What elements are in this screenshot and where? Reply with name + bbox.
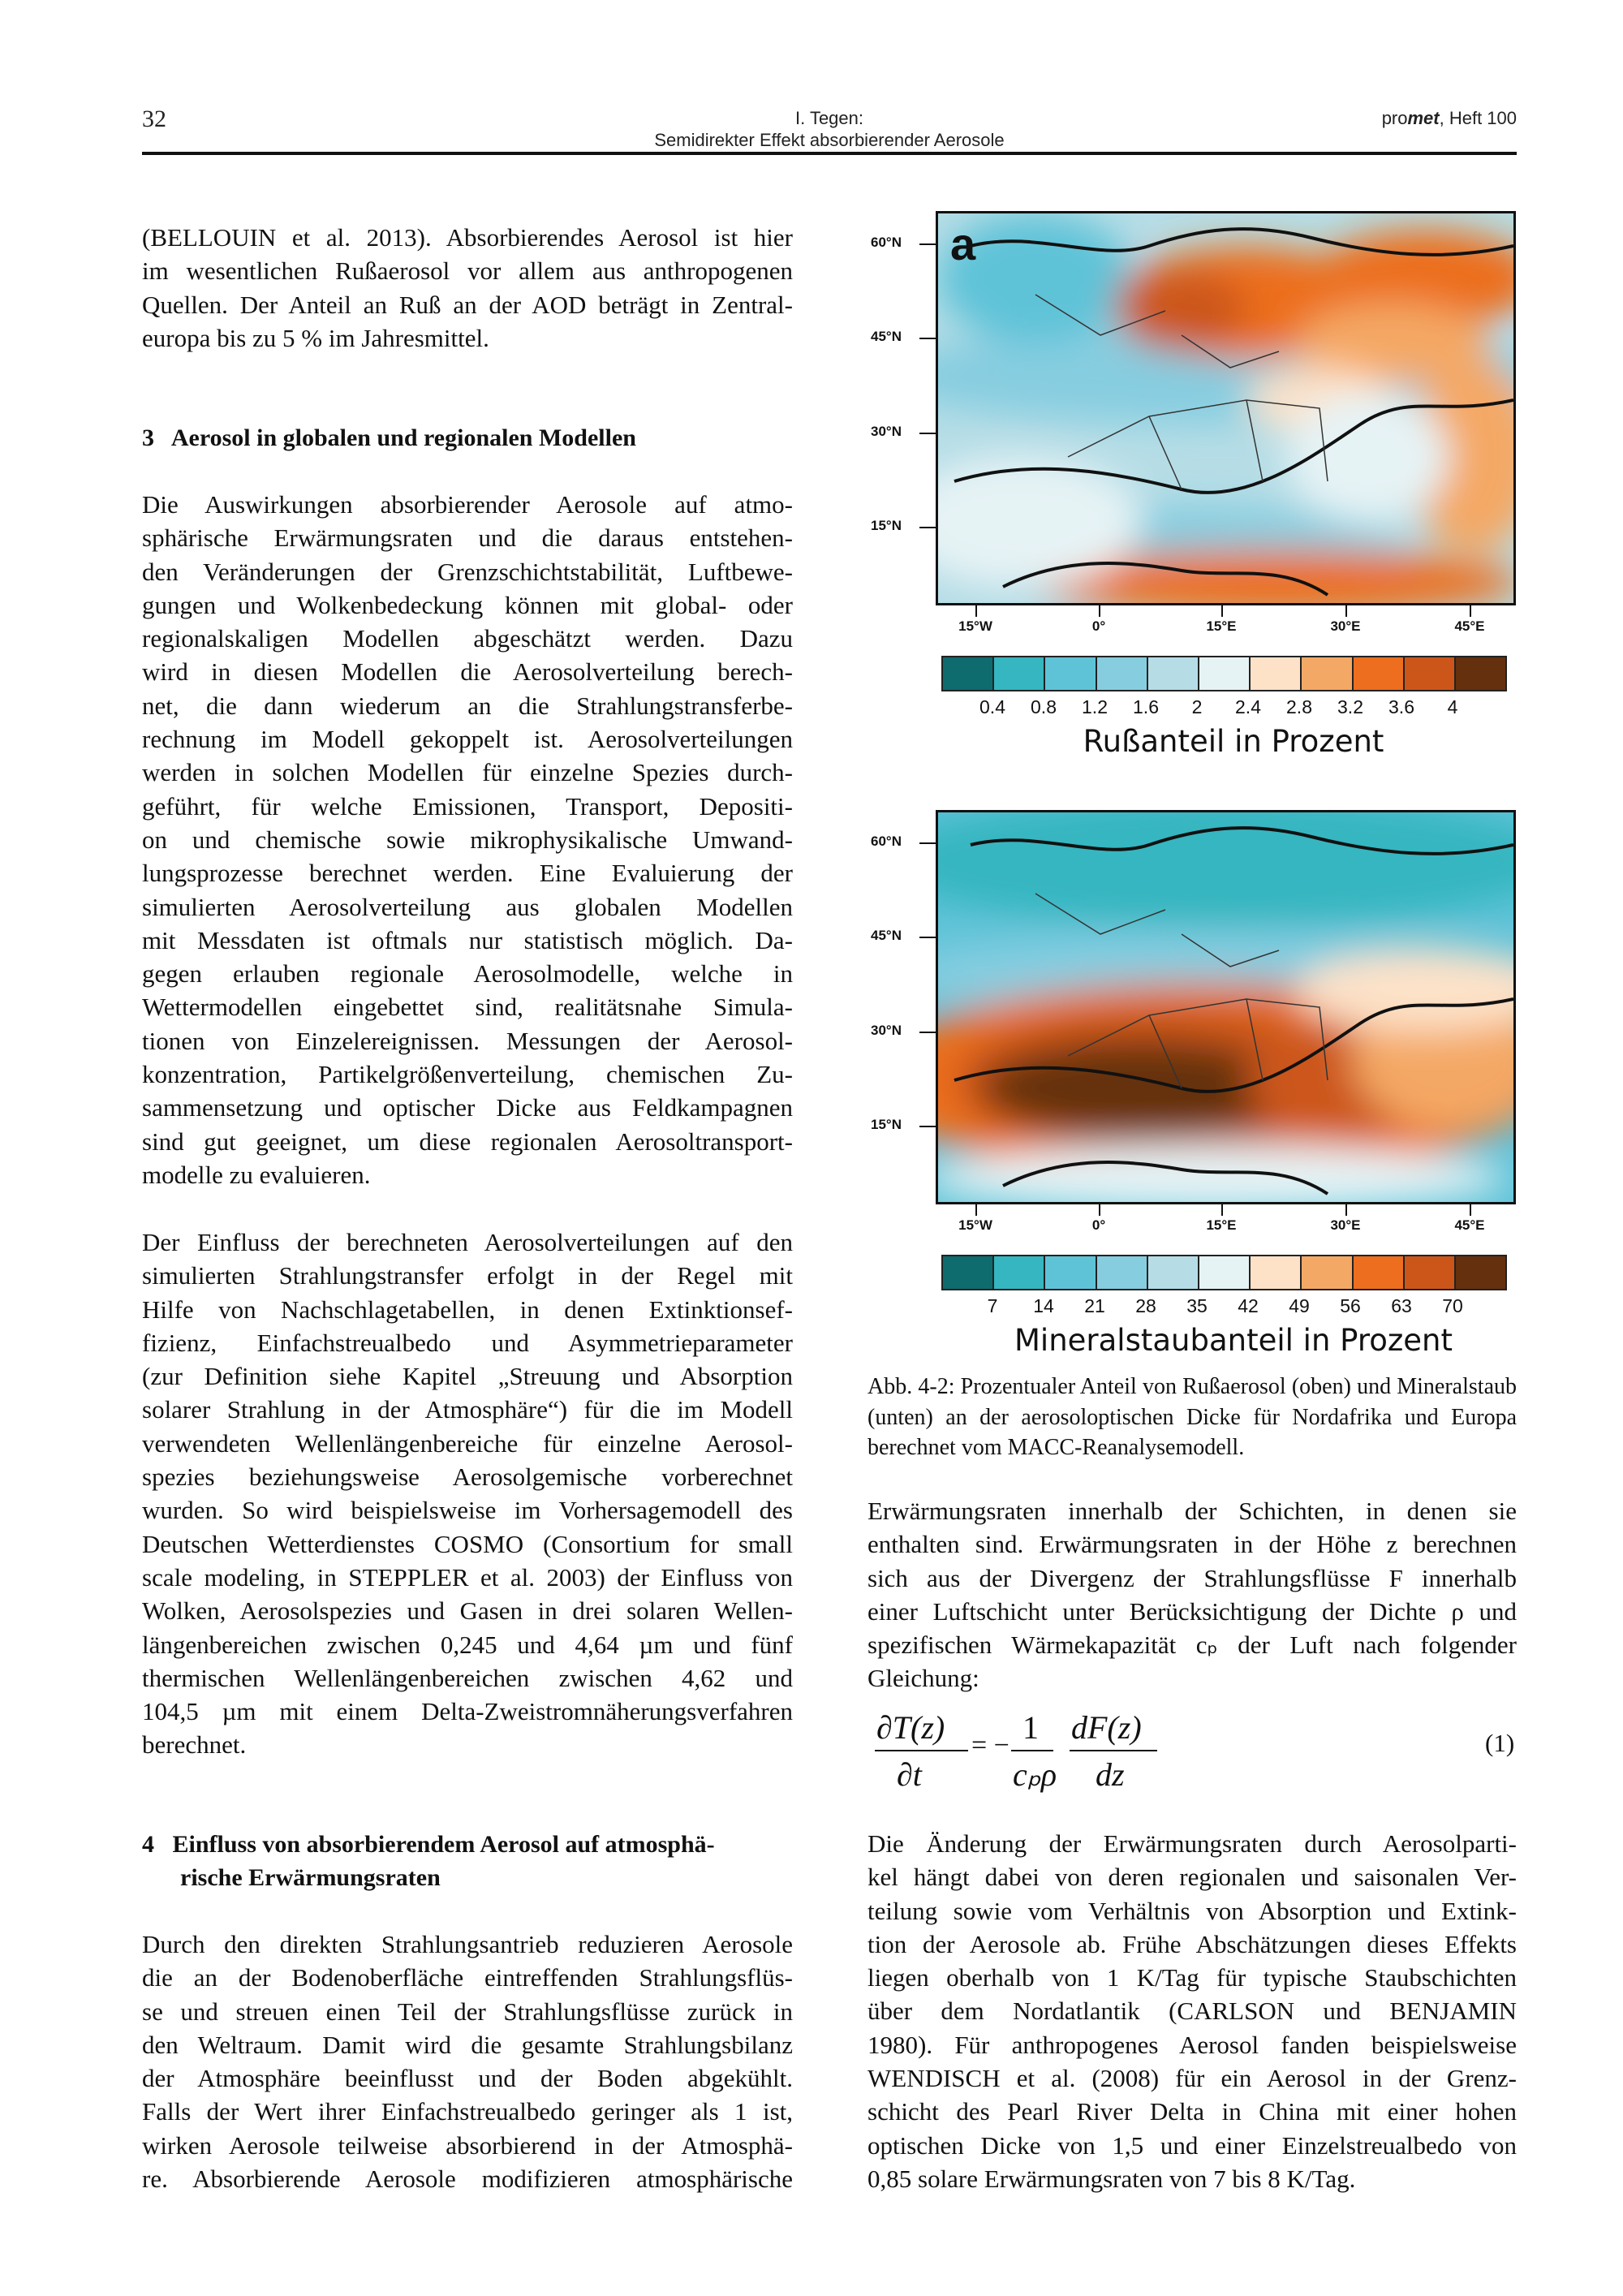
text-line: spezies beziehungsweise Aerosolgemische vorberechnet (142, 1462, 793, 1492)
text-line: tion der Aerosole ab. Frühe Abschätzungen dieses Effekts (867, 1929, 1517, 1958)
section-3-heading: 3 Aerosol in globalen und regionalen Modellen (142, 424, 636, 451)
lat-tick (919, 842, 936, 844)
colorbar-swatch (1148, 657, 1199, 690)
lon-label: 30°E (1330, 618, 1361, 634)
journal-post: , Heft 100 (1439, 108, 1517, 128)
text-line: regionalskaligen Modellen abgeschätzt werden. Dazu (142, 624, 793, 653)
text-line: Deutschen Wetterdienstes COSMO (Consortium for small (142, 1529, 793, 1558)
page-number: 32 (142, 106, 166, 132)
text-line: wird in diesen Modellen die Aerosolverteilung berech- (142, 657, 793, 687)
colorbar-swatch (1405, 657, 1456, 690)
eq-f1-den: cₚρ (1013, 1756, 1057, 1793)
text-line: sammensetzung und optischer Dicke aus Feldkampagnen (142, 1093, 793, 1122)
colorbar-tick-label: 7 (987, 1295, 998, 1316)
text-line: 104,5 µm mit einem Delta-Zweistromnäherungsverfahren (142, 1697, 793, 1726)
text-line: net, die dann wiederum an die Strahlungstransferbe- (142, 691, 793, 720)
colorbar-swatch (1354, 657, 1405, 690)
text-line: Erwärmungsraten innerhalb der Schichten, in denen sie (867, 1497, 1517, 1525)
text-line: Wolken, Aerosolspezies und Gasen in drei solaren Wellen- (142, 1596, 793, 1626)
lat-tick (919, 527, 936, 528)
colorbar-swatch (1097, 1256, 1148, 1289)
colorbar-swatch (994, 657, 1045, 690)
lat-tick (919, 1032, 936, 1033)
colorbar-swatch (1148, 1256, 1199, 1289)
lat-label: 60°N (871, 235, 902, 250)
lat-label: 30°N (871, 424, 902, 439)
lon-tick (1345, 1203, 1347, 1216)
colorbar-swatch (1302, 1256, 1353, 1289)
lat-tick (919, 243, 936, 245)
dust-colorbar-title: Mineralstaubanteil in Prozent (1014, 1323, 1453, 1358)
colorbar-tick-label: 2.4 (1235, 696, 1261, 717)
lon-tick (1470, 604, 1471, 617)
text-line: tionen von Einzelereignissen. Messungen der Aerosol- (142, 1026, 793, 1055)
colorbar-tick-label: 28 (1135, 1295, 1156, 1316)
colorbar-tick-label: 2.8 (1286, 696, 1312, 717)
text-line: liegen oberhalb von 1 K/Tag für typische Staubschichten (867, 1963, 1517, 1992)
text-line: simulierten Aerosolverteilung aus globalen Modellen (142, 892, 793, 921)
text-line: Hilfe von Nachschlagetabellen, in denen Extinktionsef- (142, 1294, 793, 1324)
text-line: re. Absorbierende Aerosole modifizieren atmosphärische (142, 2165, 793, 2194)
colorbar-tick-label: 49 (1289, 1295, 1310, 1316)
lat-tick (919, 1126, 936, 1127)
text-line: WENDISCH et al. (2008) für ein Aerosol in der Grenz- (867, 2064, 1517, 2093)
text-line: scale modeling, in STEPPLER et al. 2003) der Einfluss von (142, 1562, 793, 1592)
text-line: gegen erlauben regionale Aerosolmodelle, welche in (142, 959, 793, 989)
dust-map-field (938, 812, 1513, 1202)
text-line: europa bis zu 5 % im Jahresmittel. (142, 323, 489, 352)
colorbar-swatch (1302, 657, 1353, 690)
section-4-heading (142, 1828, 793, 1895)
colorbar-tick-label: 21 (1084, 1295, 1105, 1316)
colorbar-swatch (943, 657, 994, 690)
journal-bold: met (1407, 108, 1440, 128)
eq-frac-bar (1011, 1750, 1053, 1751)
lon-tick (1099, 604, 1100, 617)
text-line: kel hängt dabei von deren regionalen und saisonalen Ver- (867, 1863, 1517, 1892)
soot-map-field (938, 213, 1513, 603)
colorbar-tick-label: 70 (1442, 1295, 1463, 1316)
colorbar-tick-label: 35 (1186, 1295, 1208, 1316)
text-line: (BELLOUIN et al. 2013). Absorbierendes Aerosol ist hier (142, 223, 793, 252)
lat-label: 60°N (871, 834, 902, 849)
lon-tick (1099, 1203, 1100, 1216)
soot-map (936, 211, 1516, 605)
eq-frac-bar (875, 1750, 968, 1751)
colorbar-swatch (994, 1256, 1045, 1289)
lat-tick (919, 338, 936, 339)
text-line: schicht des Pearl River Delta in China mit einer hohen (867, 2097, 1517, 2126)
text-line: Quellen. Der Anteil an Ruß an der AOD beträgt in Zentral- (142, 290, 793, 319)
text-line: verwendeten Wellenlängenbereiche für einzelne Aerosol- (142, 1428, 793, 1458)
lat-label: 30°N (871, 1023, 902, 1038)
text-line: den Weltraum. Damit wird die gesamte Strahlungsbilanz (142, 2030, 793, 2059)
eq-lhs-num: ∂T(z) (876, 1709, 945, 1746)
lat-label: 15°N (871, 1117, 902, 1132)
lon-label: 45°E (1454, 1217, 1485, 1233)
text-line: Die Auswirkungen absorbierender Aerosole auf atmo- (142, 490, 793, 519)
running-title: Semidirekter Effekt absorbierender Aerosole (654, 130, 1005, 150)
text-line: rechnung im Modell gekoppelt ist. Aerosolverteilungen (142, 725, 793, 754)
text-line: Wettermodellen eingebettet sind, realitätsnahe Simula- (142, 993, 793, 1022)
text-line: berechnet. (142, 1730, 247, 1760)
left-p2 (142, 488, 793, 1191)
journal-name (1382, 108, 1517, 129)
left-p3 (142, 1226, 793, 1762)
text-line: Gleichung: (867, 1664, 979, 1693)
colorbar-tick-label: 14 (1033, 1295, 1054, 1316)
lon-label: 15°W (958, 1217, 992, 1233)
text-line: geführt, für welche Emissionen, Transport, Depositi- (142, 791, 793, 821)
colorbar-tick-label: 42 (1238, 1295, 1259, 1316)
eq-f2-den: dz (1096, 1756, 1125, 1793)
left-p4 (142, 1928, 793, 2195)
figure-caption: Abb. 4-2: Prozentualer Anteil von Rußaerosol (oben) und Mineralstaub (unten) an der aerosoloptischen Dicke für Nordafrika und Europa berechnet vom MACC-Reanalysemodell. (867, 1374, 1517, 1460)
colorbar-swatch (943, 1256, 994, 1289)
lon-tick (1221, 1203, 1223, 1216)
text-line: der Atmosphäre beeinflusst und der Boden abgekühlt. (142, 2064, 793, 2093)
text-line: lungsprozesse berechnet werden. Eine Evaluierung der (142, 859, 793, 888)
soot-colorbar (941, 656, 1507, 691)
text-line: se und streuen einen Teil der Strahlungsflüsse zurück in (142, 1997, 793, 2026)
eq-lhs-den: ∂t (897, 1756, 922, 1793)
text-line: im wesentlichen Rußaerosol vor allem aus anthropogenen (142, 256, 793, 286)
colorbar-tick-label: 56 (1340, 1295, 1361, 1316)
text-line: sich aus der Divergenz der Strahlungsflüsse F innerhalb (867, 1563, 1517, 1592)
colorbar-swatch (1097, 657, 1148, 690)
text-line: wirken Aerosole teilweise absorbierend in der Atmosphä- (142, 2130, 793, 2160)
text-line: fizienz, Einfachstreualbedo und Asymmetrieparameter (142, 1328, 793, 1357)
colorbar-swatch (1251, 1256, 1302, 1289)
lon-label: 45°E (1454, 618, 1485, 634)
colorbar-tick-label: 0.8 (1031, 696, 1057, 717)
colorbar-tick-label: 1.2 (1082, 696, 1108, 717)
text-line: einer Luftschicht unter Berücksichtigung der Dichte ρ und (867, 1596, 1517, 1626)
lon-label: 15°E (1206, 618, 1237, 634)
colorbar-tick-label: 4 (1447, 696, 1458, 717)
eq-frac-bar (1070, 1750, 1157, 1751)
text-line: modelle zu evaluieren. (142, 1160, 371, 1189)
lon-label: 0° (1091, 1217, 1106, 1233)
lon-tick (1221, 604, 1223, 617)
lon-label: 15°W (958, 618, 992, 634)
text-line: wurden. So wird beispielsweise im Vorhersagemodell des (142, 1496, 793, 1525)
field-region (1117, 270, 1246, 351)
soot-colorbar-title: Rußanteil in Prozent (1083, 724, 1384, 759)
text-line: spezifischen Wärmekapazität cₚ der Luft nach folgender (867, 1630, 1517, 1660)
section-4-heading-line1: 4 Einfluss von absorbierendem Aerosol auf atmosphä- (142, 1831, 715, 1858)
text-line: optischen Dicke von 1,5 und einer Einzelstreualbedo von (867, 2130, 1517, 2160)
colorbar-tick-label: 2 (1191, 696, 1203, 717)
eq-f1-num: 1 (1022, 1709, 1039, 1746)
text-line: die an der Bodenoberfläche eintreffenden Strahlungsflüs- (142, 1963, 793, 1992)
text-line: längenbereichen zwischen 0,245 und 4,64 µm und fünf (142, 1630, 793, 1659)
running-author: I. Tegen: (795, 108, 863, 128)
eq-number: (1) (1485, 1729, 1515, 1757)
colorbar-tick-label: 3.6 (1388, 696, 1414, 717)
right-p2 (867, 1827, 1517, 2195)
lat-tick (919, 433, 936, 434)
colorbar-swatch (1405, 1256, 1456, 1289)
text-line: werden in solchen Modellen für einzelne Spezies durch- (142, 758, 793, 787)
text-line: sphärische Erwärmungsraten und die daraus entstehen- (142, 523, 793, 553)
colorbar-tick-label: 63 (1391, 1295, 1412, 1316)
colorbar-tick-label: 0.4 (979, 696, 1005, 717)
right-p1 (867, 1494, 1517, 1695)
text-line: enthalten sind. Erwärmungsraten in der Höhe z berechnen (867, 1530, 1517, 1559)
colorbar-swatch (1045, 657, 1096, 690)
lon-label: 0° (1091, 618, 1106, 634)
text-line: thermischen Wellenlängenbereichen zwischen 4,62 und (142, 1663, 793, 1692)
lat-label: 45°N (871, 329, 902, 344)
text-line: 1980). Für anthropogenes Aerosol fanden beispielsweise (867, 2030, 1517, 2059)
colorbar-tick-label: 3.2 (1337, 696, 1363, 717)
text-line: (zur Definition siehe Kapitel „Streuung und Absorption (142, 1362, 793, 1391)
dust-map (936, 810, 1516, 1204)
left-p1 (142, 221, 793, 355)
text-line: Falls der Wert ihrer Einfachstreualbedo geringer als 1 ist, (142, 2097, 793, 2126)
colorbar-swatch (1199, 1256, 1251, 1289)
lat-tick (919, 937, 936, 938)
text-line: 0,85 solare Erwärmungsraten von 7 bis 8 K/Tag. (867, 2164, 1356, 2193)
colorbar-swatch (1456, 1256, 1505, 1289)
colorbar-swatch (1456, 657, 1505, 690)
dust-colorbar (941, 1255, 1507, 1290)
colorbar-tick-label: 1.6 (1133, 696, 1159, 717)
eq-equals: = − (971, 1730, 1010, 1760)
text-line: über dem Nordatlantik (CARLSON und BENJAMIN (867, 1997, 1517, 2026)
text-line: Durch den direkten Strahlungsantrieb reduzieren Aerosole (142, 1930, 793, 1958)
text-line: sind gut geeignet, um diese regionalen Aerosoltransport- (142, 1126, 793, 1156)
lon-tick (1470, 1203, 1471, 1216)
colorbar-swatch (1251, 657, 1302, 690)
text-line: gungen und Wolkenbedeckung können mit global- oder (142, 590, 793, 619)
header-rule (142, 152, 1517, 155)
colorbar-swatch (1354, 1256, 1405, 1289)
lat-label: 15°N (871, 518, 902, 533)
panel-label: a (950, 218, 976, 269)
colorbar-swatch (1199, 657, 1251, 690)
text-line: solarer Strahlung in der Atmosphäre“) für die im Modell (142, 1395, 793, 1424)
lon-tick (975, 1203, 977, 1216)
lon-label: 30°E (1330, 1217, 1361, 1233)
text-line: mit Messdaten ist oftmals nur statistisch möglich. Da- (142, 925, 793, 954)
lat-label: 45°N (871, 928, 902, 943)
text-line: den Veränderungen der Grenzschichtstabilität, Luftbewe- (142, 557, 793, 586)
text-line: Die Änderung der Erwärmungsraten durch Aerosolparti- (867, 1829, 1517, 1858)
eq-f2-num: dF(z) (1071, 1709, 1142, 1746)
journal-pre: pro (1381, 108, 1408, 128)
lon-label: 15°E (1206, 1217, 1237, 1233)
text-line: konzentration, Partikelgrößenverteilung, chemischen Zu- (142, 1060, 793, 1089)
colorbar-swatch (1045, 1256, 1096, 1289)
text-line: simulierten Strahlungstransfer erfolgt in der Regel mit (142, 1261, 793, 1290)
text-line: teilung sowie vom Verhältnis von Absorption und Extink- (867, 1896, 1517, 1925)
text-line: on und chemische sowie mikrophysikalische Umwand- (142, 825, 793, 854)
lon-tick (1345, 604, 1347, 617)
text-line: Der Einfluss der berechneten Aerosolverteilungen auf den (142, 1228, 793, 1256)
section-4-heading-line2: rische Erwärmungsraten (180, 1864, 441, 1892)
lon-tick (975, 604, 977, 617)
